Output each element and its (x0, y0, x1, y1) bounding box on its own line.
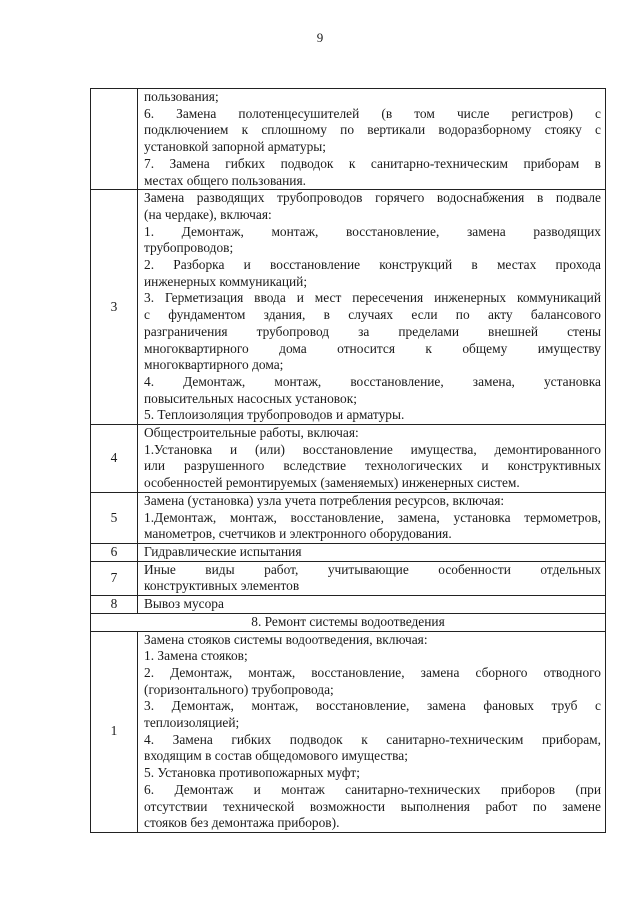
text-line: 2. Демонтаж, монтаж, восстановление, замена сборного отводного (144, 664, 601, 680)
row-content (138, 631, 606, 832)
text-line: установкой запорной арматуры; (144, 139, 327, 155)
table-row (91, 425, 606, 493)
text-line: Замена стояков системы водоотведения, включая: (144, 631, 428, 647)
page-number: 9 (316, 30, 324, 45)
row-number: 3 (91, 190, 138, 425)
table-row (91, 596, 606, 614)
row-content (138, 492, 606, 543)
table-row (91, 89, 606, 190)
row-content (138, 89, 606, 190)
text-line: многоквартирного дома относится к общему имуществу (144, 340, 601, 356)
row-content (138, 596, 606, 614)
text-line: 5. Теплоизоляция трубопроводов и арматуры. (144, 407, 405, 423)
text-line: 1.Демонтаж, монтаж, восстановление, замена, установка термометров, (144, 509, 601, 525)
text-line: Иные виды работ, учитывающие особенности отдельных (144, 561, 601, 577)
text-line: 6. Демонтаж и монтаж санитарно-технических приборов (при (144, 781, 601, 797)
section-header-row (91, 613, 606, 631)
text-line: (на чердаке), включая: (144, 206, 272, 222)
table-row (91, 190, 606, 425)
text-line: повысительных насосных установок; (144, 390, 357, 406)
text-line: с фундаментом здания, в случаях если по акту балансового (144, 307, 601, 323)
row-number: 1 (91, 631, 138, 832)
text-line: 1. Демонтаж, монтаж, восстановление, замена разводящих (144, 223, 601, 239)
text-line: разграничения трубопровод за пределами внешней стены (144, 323, 601, 339)
row-content (138, 543, 606, 561)
text-line: Замена разводящих трубопроводов горячего водоснабжения в подвале (144, 190, 601, 206)
text-line: 4. Демонтаж, монтаж, восстановление, замена, установка (144, 373, 601, 389)
text-line: манометров, счетчиков и электронного оборудования. (144, 526, 452, 542)
text-line: подключением к сплошному по вертикали водоразборному стояку с (144, 122, 601, 138)
table-row (91, 543, 606, 561)
table-row (91, 561, 606, 595)
text-line: пользования; (144, 89, 219, 104)
text-line: отсутствии технической возможности выполнения работ по замене (144, 798, 601, 814)
text-line: 1. Замена стояков; (144, 648, 248, 664)
text-line: теплоизоляцией; (144, 715, 240, 731)
work-list-table (90, 88, 606, 833)
text-line: многоквартирного дома; (144, 357, 284, 373)
text-line: или разрушенного вследствие технологических и конструктивных (144, 458, 601, 474)
text-line: 1.Установка и (или) восстановление имущества, демонтированного (144, 441, 601, 457)
text-line: 6. Замена полотенцесушителей (в том числе регистров) с (144, 105, 601, 121)
text-line: Замена (установка) узла учета потребления ресурсов, включая: (144, 492, 505, 508)
text-line: (горизонтального) трубопровода; (144, 681, 334, 697)
text-line: Вывоз мусора (144, 596, 224, 612)
text-line: 3. Герметизация ввода и мест пересечения инженерных коммуникаций (144, 290, 601, 306)
text-line: инженерных коммуникаций; (144, 273, 308, 289)
text-line: 2. Разборка и восстановление конструкций в местах прохода (144, 257, 601, 273)
row-number: 8 (91, 596, 138, 614)
row-number: 7 (91, 561, 138, 595)
row-content (138, 561, 606, 595)
table-row (91, 631, 606, 832)
text-line: особенностей ремонтируемых (заменяемых) инженерных систем. (144, 475, 520, 491)
row-number: 4 (91, 425, 138, 493)
text-line: конструктивных элементов (144, 578, 300, 594)
row-number: 6 (91, 543, 138, 561)
table-row (91, 492, 606, 543)
text-line: 7. Замена гибких подводок к санитарно-техническим приборам в (144, 155, 601, 171)
row-number (91, 89, 138, 190)
text-line: Гидравлические испытания (144, 543, 302, 559)
text-line: входящим в состав общедомового имущества; (144, 748, 408, 764)
text-line: местах общего пользования. (144, 172, 306, 188)
section-title: 8. Ремонт системы водоотведения (91, 613, 606, 631)
text-line: трубопроводов; (144, 240, 234, 256)
row-content (138, 425, 606, 493)
text-line: 3. Демонтаж, монтаж, восстановление, замена фановых труб с (144, 698, 601, 714)
row-number: 5 (91, 492, 138, 543)
row-content (138, 190, 606, 425)
text-line: 4. Замена гибких подводок к санитарно-техническим приборам, (144, 731, 601, 747)
text-line: стояков без демонтажа приборов). (144, 815, 340, 831)
text-line: Общестроительные работы, включая: (144, 425, 359, 441)
text-line: 5. Установка противопожарных муфт; (144, 765, 360, 781)
